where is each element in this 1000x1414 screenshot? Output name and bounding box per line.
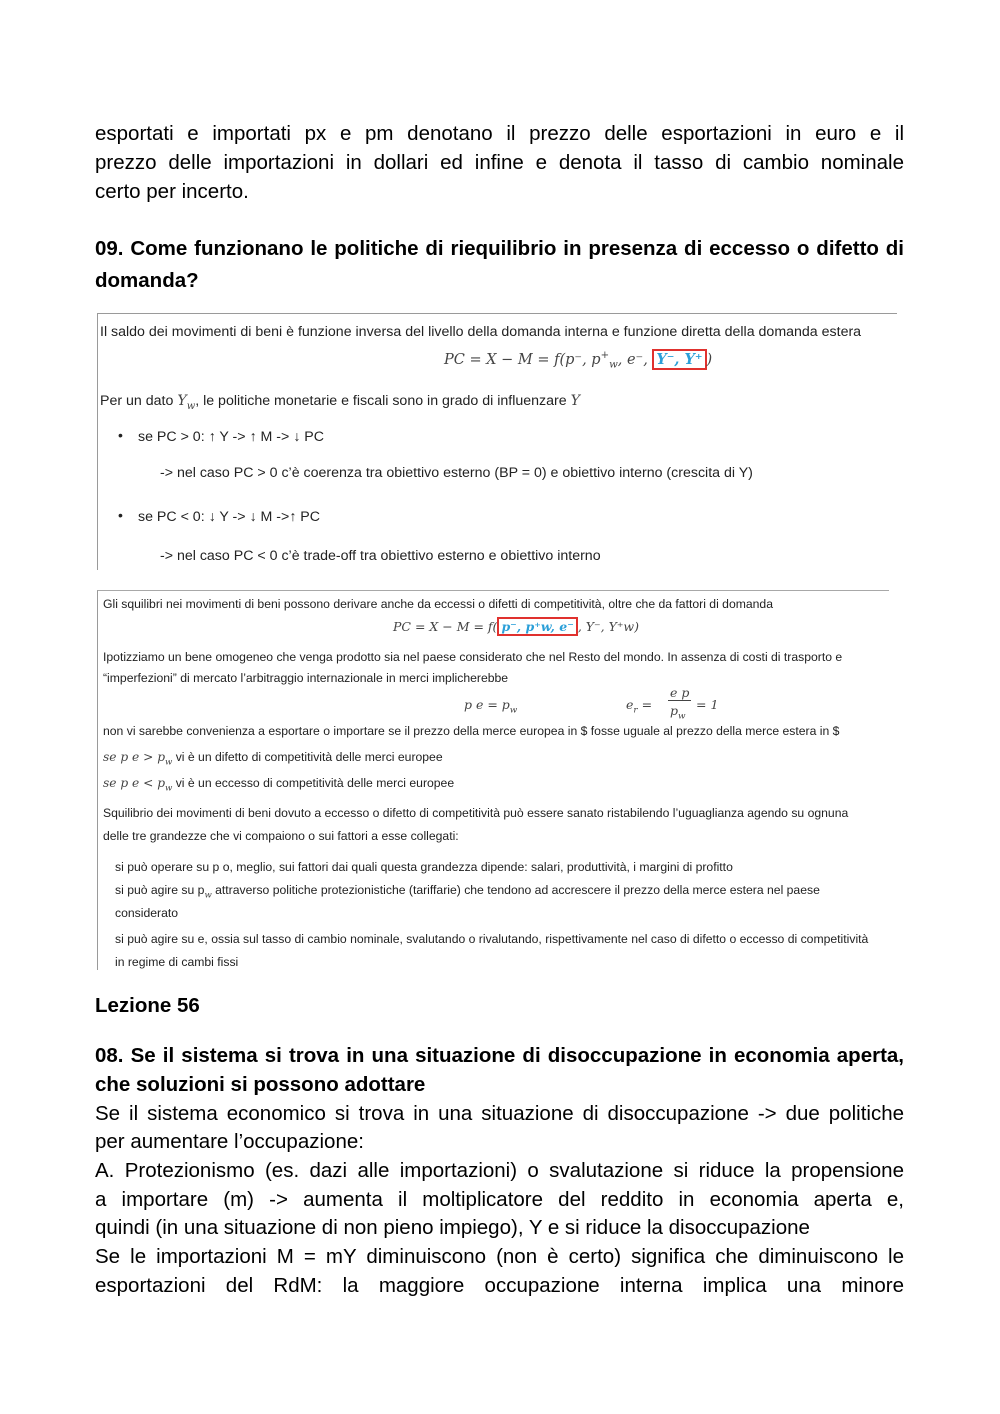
slide1-formula-end: ) (706, 351, 713, 368)
answer-p2-line-2: a importare (m) -> aumenta il moltiplicatore del reddito in economia aperta e, (95, 1188, 904, 1211)
slide2-equation-1: p $e = p_w$ (464, 697, 518, 716)
lesson-title: Lezione 56 (95, 994, 200, 1017)
bullet-dot: • (118, 507, 123, 523)
slide2-formula: PC = X − M = f( p⁻, p⁺w, e⁻ , Y⁻, Y⁺w) (393, 619, 639, 634)
slide2-line-8: delle tre grandezze che vi compaiono o sui fattori a esse collegati: (103, 829, 459, 843)
slide2-line-3: “imperfezioni” di mercato l’arbitraggio internazionale in merci implicherebbe (103, 671, 509, 685)
bullet-dot: • (118, 427, 123, 443)
answer-p2-line-3: quindi (in una situazione di non pieno impiego), Y e si riduce la disoccupazione (95, 1216, 810, 1239)
slide2-line-5: se p $e > p_w$ vi è un difetto di competitività delle merci europee (103, 750, 443, 768)
slide1-bullet-2: se PC < 0: ↓ Y -> ↓ M ->↑ PC (138, 509, 321, 525)
slide2-line-12: si può agire su e, ossia sul tasso di cambio nominale, svalutando o rivalutando, rispettivamente nel caso di difetto o eccesso di competitività (115, 932, 869, 946)
answer-p1-line-1: Se il sistema economico si trova in una situazione di disoccupazione -> due politiche (95, 1102, 904, 1125)
slide2-line-1: Gli squilibri nei movimenti di beni possono derivare anche da eccessi o difetti di competitività, oltre che da fattori di domanda (103, 597, 773, 611)
slide1-formula-highlight: Y⁻, Y⁺ (652, 349, 706, 370)
answer-p3-line-1: Se le importazioni M = mY diminuiscono (non è certo) significa che diminuiscono le (95, 1245, 904, 1268)
slide2-line-9: si può operare su p o, meglio, sui fattori dai quali questa grandezza dipende: salari, produttività, i margini di profitto (115, 860, 733, 874)
slide2-line-7: Squilibrio dei movimenti di beni dovuto a eccesso o difetto di competitività può essere sanato ristabilendo l’uguaglianza agendo su ognuna (103, 806, 849, 820)
intro-line-3: certo per incerto. (95, 180, 249, 203)
slide2-line-13: in regime di cambi fissi (115, 955, 239, 969)
answer-p1-line-2: per aumentare l’occupazione: (95, 1130, 364, 1153)
answer-p2-line-1: A. Protezionismo (es. dazi alle importazioni) o svalutazione si riduce la propensione (95, 1159, 904, 1182)
slide2-formula-highlight: p⁻, p⁺w, e⁻ (497, 617, 577, 636)
answer-p3-line-2: esportazioni del RdM: la maggiore occupazione interna implica una minore (95, 1274, 904, 1297)
slide1-line-1: Il saldo dei movimenti di beni è funzione inversa del livello della domanda interna e funzione diretta della domanda estera (100, 324, 862, 340)
slide1-bullet-1: se PC > 0: ↑ Y -> ↑ M -> ↓ PC (138, 429, 324, 445)
slide1-formula-mid: , e⁻, (617, 351, 653, 368)
slide1-line-2: Per un dato $Y_w$, le politiche monetarie e fiscali sono in grado di influenzare Y (100, 393, 580, 412)
intro-line-2: prezzo delle importazioni in dollari ed infine e denota il tasso di cambio nominale (95, 151, 904, 174)
question-09-title: 09. Come funzionano le politiche di riequilibrio in presenza di eccesso o difetto di domanda? (95, 237, 904, 292)
slide1-bullet-1-note: -> nel caso PC > 0 c’è coerenza tra obiettivo esterno (BP = 0) e obiettivo interno (crescita di Y) (160, 465, 753, 481)
slide1-formula-prefix: PC = X − M = f(p⁻, p (444, 351, 601, 368)
slide2-line-6: se p $e < p_w$ vi è un eccesso di competitività delle merci europee (103, 776, 455, 794)
slide2-line-11: considerato (115, 906, 179, 920)
slide1-bullet-2-note: -> nel caso PC < 0 c’è trade-off tra obiettivo esterno e obiettivo interno (160, 548, 601, 564)
slide-image-2: Gli squilibri nei movimenti di beni possono derivare anche da eccessi o difetti di competitività, oltre che da fattori di domanda PC = X − M = f( p⁻, p⁺w, e⁻ , Y⁻, Y⁺w) Ipotizziamo un bene omogeneo che venga prodotto sia nel paese considerato che nel Resto del mondo. In assenza di costi di trasporto e “imperfezioni” di mercato l’arbitraggio internazionale in merci implicherebbe p $e = p_w$ $e_r$ = e p $p_w$ = 1 non vi sarebbe convenienza a esportare o importare se il prezzo della merce europea in $ fosse uguale al prezzo della merce estera in $ se p $e > p_w$ vi è un difetto di competitività delle merci europee se p $e < p_w$ vi è un eccesso di competitività delle merci europee Squilibrio dei movimenti di beni dovuto a eccesso o difetto di competitività può essere sanato ristabilendo l’uguaglianza agendo su ognuna delle tre grandezze che vi compaiono o sui fattori a esse collegati: si può operare su p o, meglio, sui fattori dai quali questa grandezza dipende: salari, produttività, i margini di profitto si può agire su $p_w$ attraverso politiche protezionistiche (tariffarie) che tendono ad accrescere il prezzo della merce estera nel paese considerato si può agire su e, ossia sul tasso di cambio nominale, svalutando o rivalutando, rispettivamente nel caso di difetto o eccesso di competitività in regime di cambi fissi (97, 590, 889, 970)
slide-image-1 (97, 313, 897, 570)
question-08-title-line-2: che soluzioni si possono adottare (95, 1073, 426, 1096)
slide2-line-2: Ipotizziamo un bene omogeneo che venga prodotto sia nel paese considerato che nel Resto del mondo. In assenza di costi di trasporto e (103, 650, 843, 664)
slide2-line-10: si può agire su $p_w$ attraverso politiche protezionistiche (tariffarie) che tendono ad accrescere il prezzo della merce estera nel paese (115, 883, 820, 901)
slide2-line-4: non vi sarebbe convenienza a esportare o importare se il prezzo della merce europea in $ fosse uguale al prezzo della merce estera in $ (103, 724, 840, 738)
question-08-title-line-1: 08. Se il sistema si trova in una situazione di disoccupazione in economia aperta, (95, 1044, 904, 1067)
slide1-formula: PC = X − M = f(p⁻, $p^+_w$, e⁻, Y⁻, Y⁺ ) (444, 350, 713, 371)
intro-line-1: esportati e importati px e pm denotano il prezzo delle esportazioni in euro e il (95, 122, 904, 145)
